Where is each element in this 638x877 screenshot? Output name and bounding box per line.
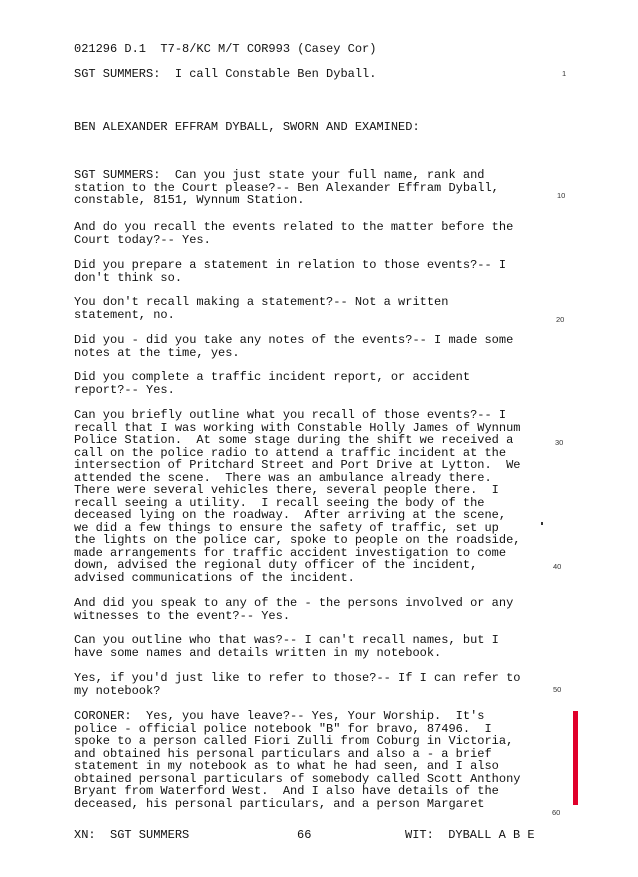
paragraph: Did you complete a traffic incident report, or accident report?-- Yes. [74,370,471,397]
line-number: 60 [552,808,561,817]
footer-page-number: 66 [297,828,312,842]
footer-witness: WIT: DYBALL A B E [405,828,535,842]
opening-line: SGT SUMMERS: I call Constable Ben Dyball. [74,67,377,81]
line-number: 1 [562,69,567,78]
paragraph: Can you outline who that was?-- I can't recall names, but I have some names and details written in my notebook. [74,633,499,660]
paragraph: SGT SUMMERS: Can you just state your full name, rank and station to the Court please?-- Ben Alexander Effram Dyball, constable, 8151, Wynnum Station. [74,168,499,207]
footer-examiner: XN: SGT SUMMERS [74,828,190,842]
reference-line: 021296 D.1 T7-8/KC M/T COR993 (Casey Cor) [74,42,377,56]
line-number: 30 [555,438,564,447]
sworn-heading: BEN ALEXANDER EFFRAM DYBALL, SWORN AND EXAMINED: [74,120,420,134]
line-number: 50 [553,685,562,694]
line-number: 20 [556,315,565,324]
line-number: 40 [553,562,562,571]
paragraph: You don't recall making a statement?-- Not a written statement, no. [74,295,449,322]
paragraph: And did you speak to any of the - the persons involved or any witnesses to the event?-- Yes. [74,596,514,623]
paragraph: Did you prepare a statement in relation to those events?-- I don't think so. [74,258,507,285]
paragraph: Can you briefly outline what you recall of those events?-- I recall that I was working with Constable Holly James of Wynnum Police Station. At some stage during the shift we received a call on the police radio to attend a traffic incident at the intersection of Pritchard Street and Port Drive at Lytton. We attended the scene. There was an ambulance already there. There were several vehicles there, several people there. I recall seeing a utility. I recall seeing the body of the deceased lying on the roadway. After arriving at the scene, we did a few things to ensure the safety of traffic, set up the lights on the police car, spoke to people on the roadside, made arrangements for traffic accident investigation to come down, advised the regional duty officer of the incident, advised communications of the incident. [74,408,521,585]
margin-mark [541,522,543,525]
paragraph: And do you recall the events related to the matter before the Court today?-- Yes. [74,220,514,247]
line-number: 10 [557,191,566,200]
paragraph: Yes, if you'd just like to refer to those?-- If I can refer to my notebook? [74,671,521,698]
paragraph: CORONER: Yes, you have leave?-- Yes, Your Worship. It's police - official police notebook "B" for bravo, 87496. I spoke to a person called Fiori Zulli from Coburg in Victoria, and obtained his personal particulars and also a - a brief statement in my notebook as to what he had seen, and I also obtained personal particulars of somebody called Scott Anthony Bryant from Waterford West. And I also have details of the deceased, his personal particulars, and a person Margaret [74,709,521,811]
highlight-bar [573,711,578,805]
paragraph: Did you - did you take any notes of the events?-- I made some notes at the time, yes. [74,333,514,360]
